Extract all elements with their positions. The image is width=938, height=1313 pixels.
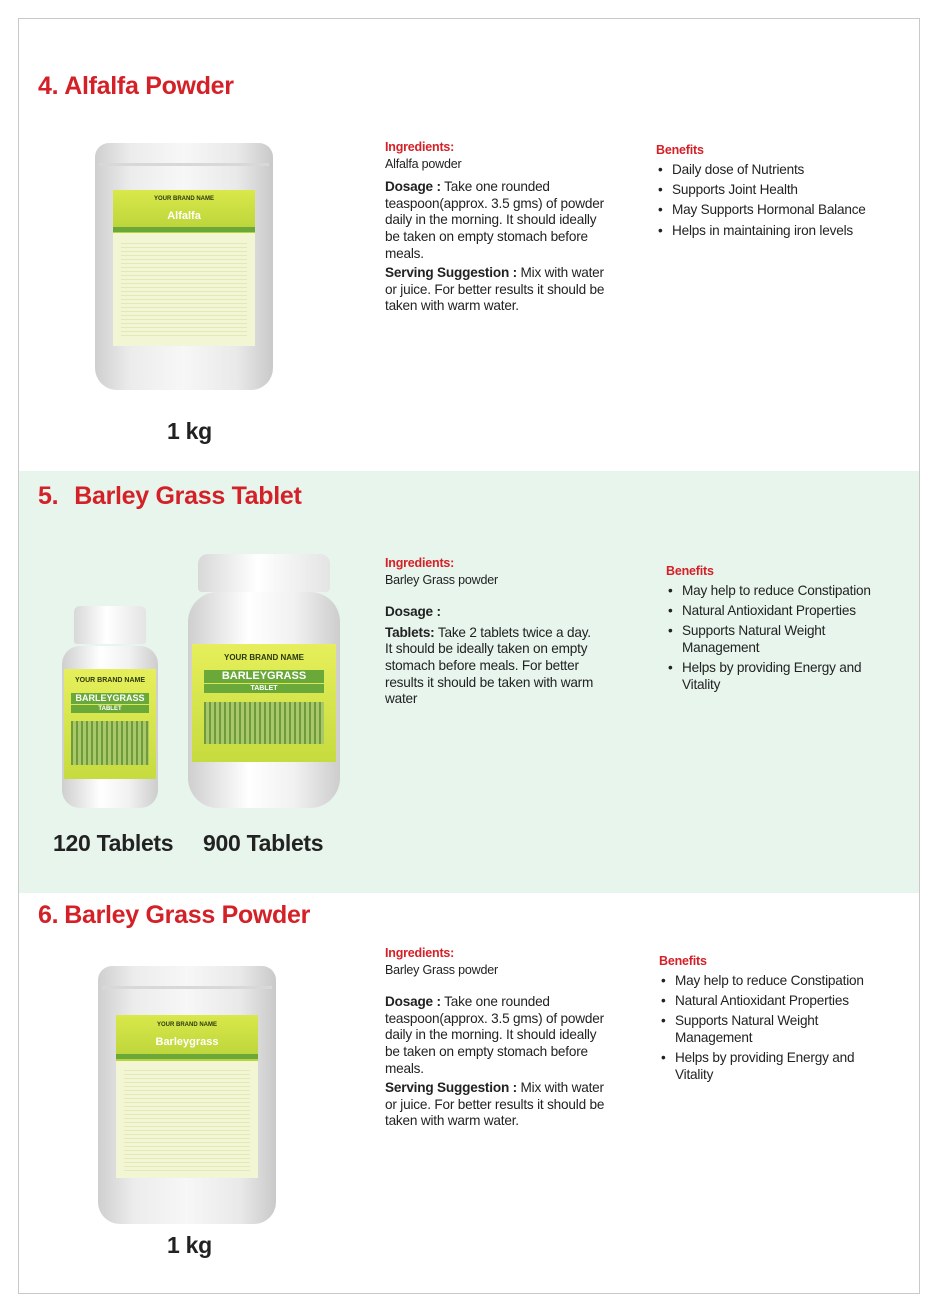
benefits-block xyxy=(666,563,881,697)
size-label-small: 120 Tablets xyxy=(53,830,174,856)
serving-label: Serving Suggestion : xyxy=(385,265,517,281)
benefit-item: • Natural Antioxidant Properties xyxy=(659,993,874,1009)
size-label: 1 kg xyxy=(167,418,212,444)
dosage-paragraph xyxy=(385,994,613,1077)
jar-brand-label: YOUR BRAND NAME xyxy=(224,653,304,662)
benefits-label: Benefits xyxy=(666,564,714,578)
benefit-item: • Helps in maintaining iron levels xyxy=(656,223,871,239)
benefits-list xyxy=(656,162,871,240)
section-name: Barley Grass Tablet xyxy=(74,482,302,510)
size-label-large: 900 Tablets xyxy=(203,830,324,856)
pouch-product-label: Barleygrass xyxy=(155,1036,219,1049)
pouch-brand-label: YOUR BRAND NAME xyxy=(154,196,214,203)
benefit-item: • Supports Joint Health xyxy=(656,182,871,198)
section-title xyxy=(38,901,310,930)
large-jar-image xyxy=(188,554,340,808)
alfalfa-pouch-image xyxy=(95,143,273,390)
ingredients-label: Ingredients: xyxy=(385,140,455,154)
product-details xyxy=(385,555,600,708)
benefits-label: Benefits xyxy=(656,143,704,157)
dosage-text: Take one rounded teaspoon(approx. 3.5 gms) of powder daily in the morning. It should ideally be taken on empty stomach before meals. xyxy=(385,179,604,261)
jar-product-sub: TABLET xyxy=(204,684,325,693)
dosage-paragraph xyxy=(385,604,600,621)
benefit-item: • Supports Natural Weight Management xyxy=(659,1013,874,1046)
benefits-label: Benefits xyxy=(659,954,707,968)
ingredients-label: Ingredients: xyxy=(385,556,455,570)
benefit-item: • May Supports Hormonal Balance xyxy=(656,202,871,218)
jar-product-label: BARLEYGRASS xyxy=(204,670,325,683)
serving-text: Mix with water or juice. For better results it should be taken with warm water. xyxy=(385,265,605,314)
dosage-label: Dosage : xyxy=(385,604,441,620)
benefit-item: • Natural Antioxidant Properties xyxy=(666,603,881,619)
benefit-item: • Helps by providing Energy and Vitality xyxy=(659,1050,874,1083)
dosage-label: Dosage : xyxy=(385,994,441,1010)
serving-paragraph xyxy=(385,1080,613,1130)
product-details xyxy=(385,945,613,1130)
ingredients-value: Alfalfa powder xyxy=(385,156,462,171)
section-number: 4. xyxy=(38,72,59,100)
benefits-block xyxy=(656,142,871,243)
section-number: 6. xyxy=(38,901,59,929)
tablets-label: Tablets: xyxy=(385,624,435,640)
dosage-paragraph xyxy=(385,179,613,262)
tablets-text: Take 2 tablets twice a day. It should be ideally taken on empty stomach before meals. For better results it should be taken with warm water xyxy=(385,624,594,707)
section-name: Barley Grass Powder xyxy=(64,901,311,929)
benefit-item: • Helps by providing Energy and Vitality xyxy=(666,660,881,693)
tablets-paragraph xyxy=(385,625,600,708)
product-details xyxy=(385,139,613,315)
dosage-label: Dosage : xyxy=(385,179,441,195)
dosage-text: Take one rounded teaspoon(approx. 3.5 gms) of powder daily in the morning. It should ideally be taken on empty stomach before meals. xyxy=(385,994,604,1076)
ingredients-value: Barley Grass powder xyxy=(385,572,498,587)
pouch-product-label: Alfalfa xyxy=(167,210,201,223)
benefit-item: • Supports Natural Weight Management xyxy=(666,623,881,656)
benefit-item: • May help to reduce Constipation xyxy=(659,973,874,989)
bottle-product-sub: TABLET xyxy=(71,705,148,713)
serving-text: Mix with water or juice. For better results it should be taken with warm water. xyxy=(385,1080,605,1129)
benefits-list xyxy=(666,583,881,693)
bottle-product-label: BARLEYGRASS xyxy=(71,693,148,704)
serving-paragraph xyxy=(385,265,613,315)
section-title xyxy=(38,72,234,101)
section-name: Alfalfa Powder xyxy=(64,72,234,100)
serving-label: Serving Suggestion : xyxy=(385,1080,517,1096)
benefits-list xyxy=(659,973,874,1083)
ingredients-label: Ingredients: xyxy=(385,946,455,960)
barleygrass-pouch-image xyxy=(98,966,276,1224)
benefit-item: • Daily dose of Nutrients xyxy=(656,162,871,178)
benefits-block xyxy=(659,953,874,1087)
section-number: 5. xyxy=(38,482,59,510)
pouch-brand-label: YOUR BRAND NAME xyxy=(157,1021,217,1028)
size-label: 1 kg xyxy=(167,1232,212,1258)
ingredients-value: Barley Grass powder xyxy=(385,962,498,977)
section-title xyxy=(38,482,302,511)
bottle-brand-label: YOUR BRAND NAME xyxy=(75,677,145,684)
small-bottle-image xyxy=(60,606,160,808)
benefit-item: • May help to reduce Constipation xyxy=(666,583,881,599)
